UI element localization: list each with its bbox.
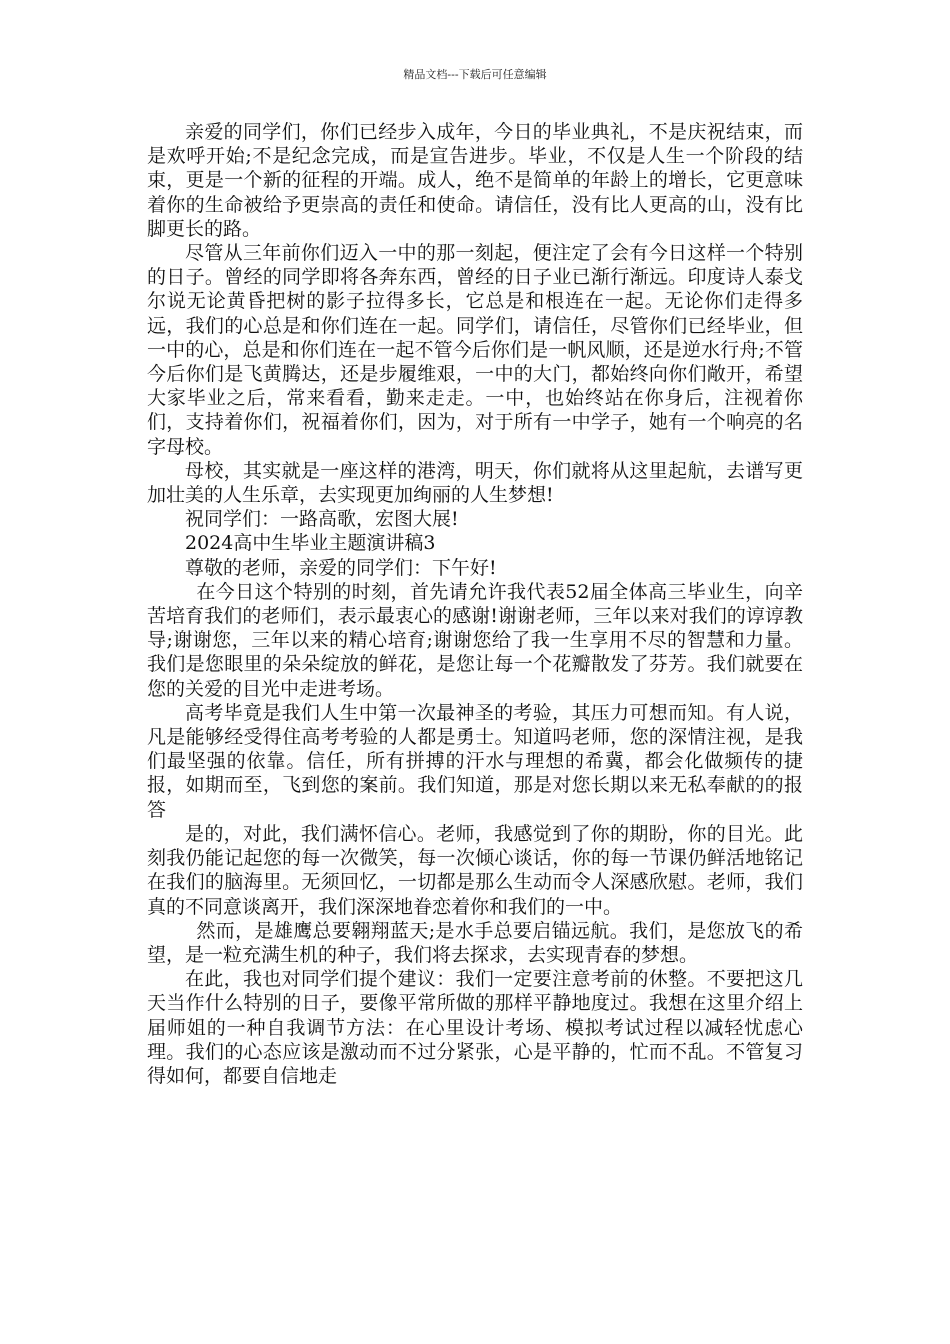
paragraph: 在此，我也对同学们提个建议：我们一定要注意考前的休整。不要把这几天当作什么特别的日子，要像平常所做的那样平静地度过。我想在这里介绍上届师姐的一种自我调节方法：在心里设计考场、模拟考试过程以减轻忧虑心理。我们的心态应该是激动而不过分紧张，心是平静的，忙而不乱。不管复习得如何，都要自信地走 <box>147 968 803 1087</box>
salutation: 尊敬的老师，亲爱的同学们：下午好! <box>185 556 497 579</box>
paragraph: 是的，对此，我们满怀信心。老师，我感觉到了你的期盼，你的目光。此刻我仍能记起您的每一次微笑，每一次倾心谈话，你的每一节课仍鲜活地铭记在我们的脑海里。无须回忆，一切都是那么生动而令人深感欣慰。老师，我们真的不同意谈离开，我们深深地眷恋着你和我们的一中。 <box>147 822 803 918</box>
paragraph: 高考毕竟是我们人生中第一次最神圣的考验，其压力可想而知。有人说，凡是能够经受得住高考考验的人都是勇士。知道吗老师，您的深情注视，是我们最坚强的依靠。信任，所有拼搏的汗水与理想的希冀，都会化做频传的捷报，如期而至，飞到您的案前。我们知道，那是对您长期以来无私奉献的的报答 <box>147 701 803 821</box>
paragraph: 尽管从三年前你们迈入一中的那一刻起，便注定了会有今日这样一个特别的日子。曾经的同学即将各奔东西，曾经的日子业已渐行渐远。印度诗人泰戈尔说无论黄昏把树的影子拉得多长，它总是和根连在一起。无论你们走得多远，我们的心总是和你们连在一起。同学们，请信任，尽管你们已经毕业，但一中的心，总是和你们连在一起不管今后你们是一帆风顺，还是逆水行舟;不管今后你们是飞黄腾达，还是步履维艰，一中的大门，都始终向你们敞开，希望大家毕业之后，常来看看，勤来走走。一中，也始终站在你身后，注视着你们，支持着你们，祝福着你们，因为，对于所有一中学子，她有一个响亮的名字母校。 <box>147 242 803 458</box>
paragraph: 亲爱的同学们，你们已经步入成年，今日的毕业典礼，不是庆祝结束，而是欢呼开始;不是纪念完成，而是宣告进步。毕业，不仅是人生一个阶段的结束，更是一个新的征程的开端。成人，绝不是简单的年龄上的增长，它更意味着你的生命被给予更崇高的责任和使命。请信任，没有比人更高的山，没有比脚更长的路。 <box>147 121 803 240</box>
paragraph: 祝同学们：一路高歌，宏图大展! <box>185 508 459 531</box>
paragraph: 然而，是雄鹰总要翱翔蓝天;是水手总要启锚远航。我们，是您放飞的希望，是一粒充满生机的种子，我们将去探求，去实现青春的梦想。 <box>147 919 803 966</box>
document-body <box>147 120 803 1088</box>
page-header-watermark: 精品文档---下载后可任意编辑 <box>403 68 547 81</box>
paragraph: 母校，其实就是一座这样的港湾，明天，你们就将从这里起航，去谱写更加壮美的人生乐章，去实现更加绚丽的人生梦想! <box>147 459 803 507</box>
section-title: 2024高中生毕业主题演讲稿3 <box>185 532 436 555</box>
paragraph: 在今日这个特别的时刻，首先请允许我代表52届全体高三毕业生，向辛苦培育我们的老师们，表示最衷心的感谢!谢谢老师，三年以来对我们的谆谆教导;谢谢您，三年以来的精心培育;谢谢您给了我一生享用不尽的智慧和力量。我们是您眼里的朵朵绽放的鲜花，是您让每一个花瓣散发了芬芳。我们就要在您的关爱的目光中走进考场。 <box>147 580 803 700</box>
